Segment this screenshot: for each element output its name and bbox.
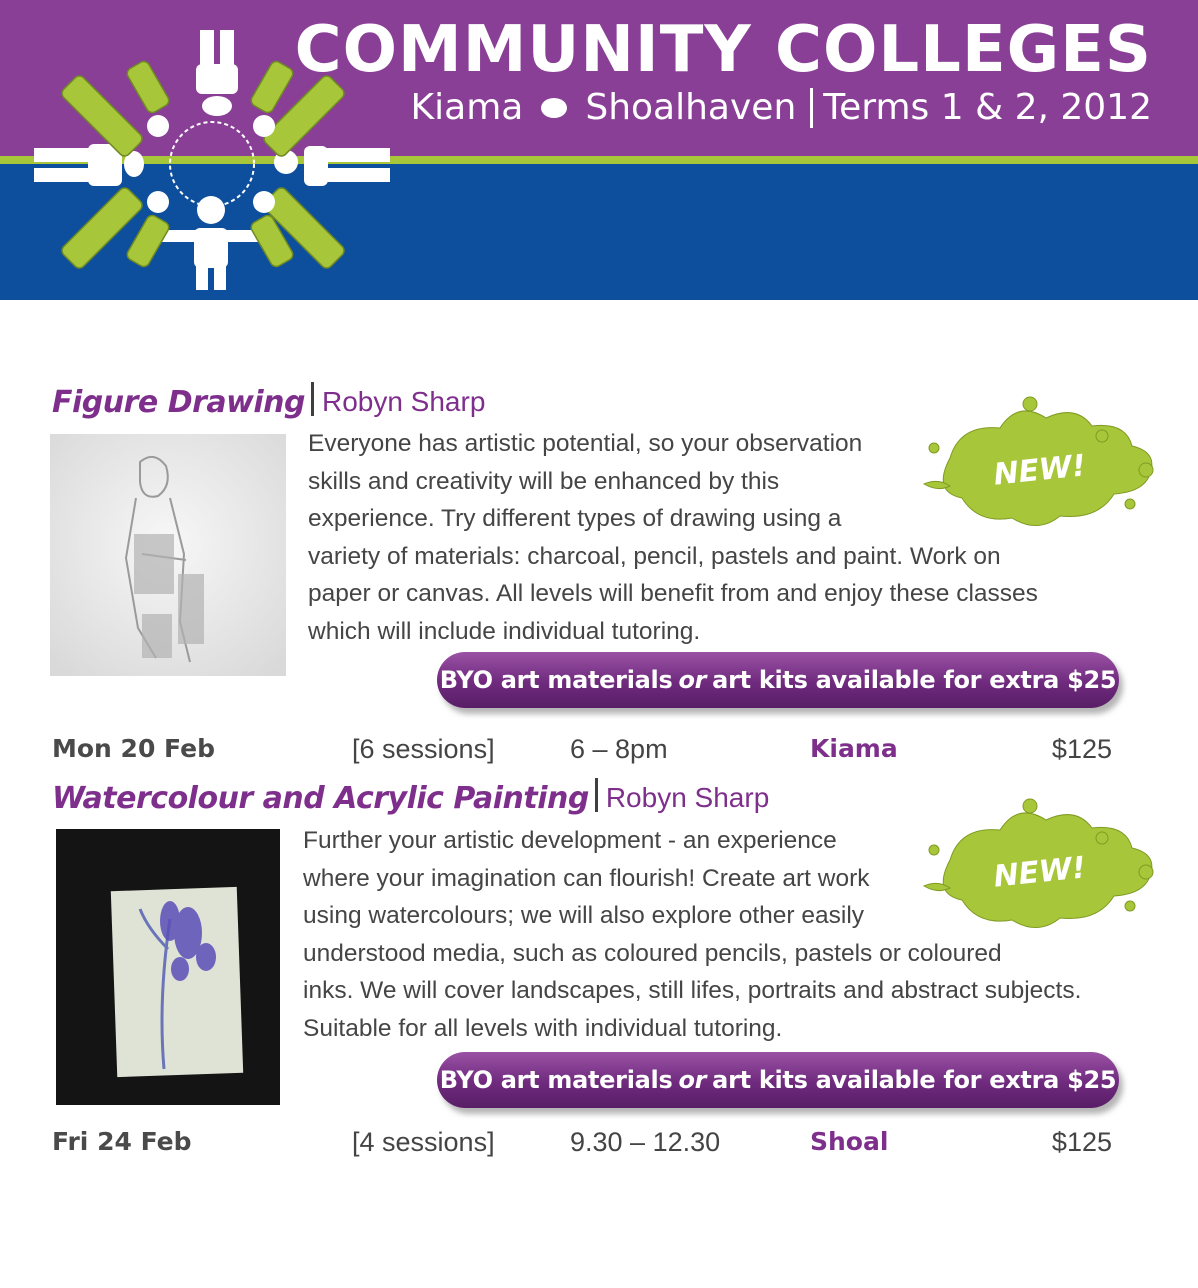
- bullet-dot-icon: [541, 98, 567, 118]
- course-heading: [52, 778, 769, 816]
- new-badge-text: NEW!: [991, 850, 1088, 895]
- new-badge-text: NEW!: [991, 448, 1088, 493]
- course-heading: [52, 382, 485, 420]
- session-count: [6 sessions]: [352, 734, 495, 764]
- class-time: 9.30 – 12.30: [570, 1127, 721, 1157]
- figure-drawing-photo: [50, 434, 286, 676]
- tutor-name: Robyn Sharp: [321, 386, 486, 417]
- tutor-name: Robyn Sharp: [605, 782, 770, 813]
- course-description: Everyone has artistic potential, so your observation skills and creativity will be enhanced by this experience. Try different types of drawing using a variety of materials: charcoal, pencil, pastels and paint. Work on paper or canvas. All levels will benefit from and enjoy these classes which will include individual tutoring.: [308, 430, 1038, 645]
- course-name: Figure Drawing: [52, 385, 305, 420]
- location-kiama: Kiama: [410, 87, 524, 128]
- class-location: Shoal: [810, 1127, 889, 1156]
- new-badge-splash: [920, 396, 1160, 536]
- byo-materials-banner: BYO art materials or art kits available for extra $25: [437, 1052, 1119, 1108]
- schedule-row: [0, 1122, 1198, 1162]
- separator-bar: [810, 88, 813, 128]
- brochure-header: [0, 0, 1198, 300]
- byo-materials-banner: BYO art materials or art kits available for extra $25: [437, 652, 1119, 708]
- header-title: COMMUNITY COLLEGES: [294, 13, 1152, 87]
- header-subtitle: [411, 88, 1152, 128]
- course-description: Further your artistic development - an experience where your imagination can flourish! Create art work using watercolours; we will also explore other easily understood media, such as coloured pencils, pastels or coloured inks. We will cover landscapes, still lifes, portraits and abstract subjects. Suitable for all levels with individual tutoring.: [303, 827, 1082, 1042]
- terms-label: Terms 1 & 2, 2012: [823, 87, 1152, 128]
- session-count: [4 sessions]: [352, 1127, 495, 1157]
- course-name: Watercolour and Acrylic Painting: [52, 781, 589, 816]
- watercolour-painting-photo: [56, 829, 280, 1105]
- new-badge-splash: [920, 798, 1160, 938]
- title-separator: [595, 778, 598, 812]
- course-price: $125: [1051, 734, 1112, 764]
- start-day: Fri 24 Feb: [52, 1127, 192, 1156]
- start-day: Mon 20 Feb: [52, 734, 215, 763]
- schedule-row: [0, 729, 1198, 769]
- title-separator: [311, 382, 314, 416]
- location-shoalhaven: Shoalhaven: [585, 87, 797, 128]
- class-time: 6 – 8pm: [570, 734, 668, 764]
- class-location: Kiama: [810, 734, 898, 763]
- course-price: $125: [1051, 1127, 1112, 1157]
